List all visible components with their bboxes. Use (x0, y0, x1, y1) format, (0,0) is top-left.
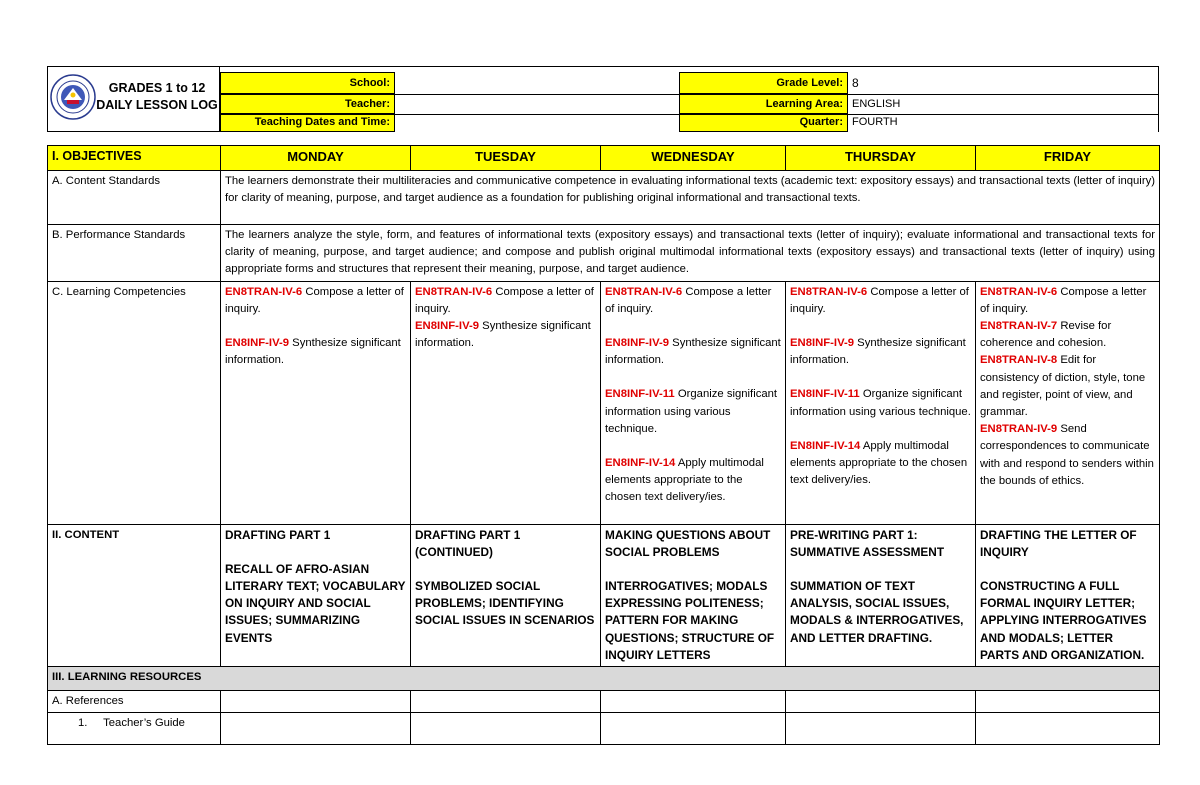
competency-text: Apply multimodal elements appropriate to the chosen text delivery/ies. (790, 439, 968, 487)
grade-level-value[interactable]: 8 (852, 76, 859, 90)
content-topics: SUMMATION OF TEXT ANALYSIS, SOCIAL ISSUES, MODALS & INTERROGATIVES, AND LETTER DRAFTING. (790, 579, 964, 645)
competency-item (790, 438, 971, 490)
competency-item (225, 284, 406, 318)
competency-item (605, 455, 781, 507)
divider (847, 114, 1159, 115)
teachers-guide-label: 1. Teacher’s Guide (48, 713, 221, 745)
learning-competencies-label: C. Learning Competencies (48, 281, 221, 524)
competencies-wednesday (601, 281, 786, 524)
competencies-thursday (786, 281, 976, 524)
day-tuesday: TUESDAY (411, 146, 601, 171)
content-thursday (786, 524, 976, 666)
day-monday: MONDAY (221, 146, 411, 171)
learning-area-value[interactable]: ENGLISH (852, 98, 901, 110)
content-topics: INTERROGATIVES; MODALS EXPRESSING POLITENESS; PATTERN FOR MAKING QUESTIONS; STRUCTURE OF INQUIRY LETTERS (605, 579, 775, 662)
competency-code: EN8INF-IV-11 (790, 388, 860, 401)
dates-label: Teaching Dates and Time: (254, 116, 390, 128)
competency-text: Compose a letter of inquiry. (225, 285, 404, 315)
competency-item (415, 284, 596, 318)
competency-text: Revise for coherence and cohesion. (980, 320, 1112, 350)
learning-area-label: Learning Area: (765, 98, 843, 110)
competency-text: Synthesize significant information. (605, 337, 781, 367)
content-standards-row (48, 171, 1160, 225)
teachers-guide-monday[interactable] (221, 713, 411, 745)
competency-item (790, 386, 971, 420)
school-teacher-values-bg (394, 72, 680, 132)
content-monday (221, 524, 411, 666)
content-friday (976, 524, 1160, 666)
content-row (48, 524, 1160, 666)
lesson-log-table (47, 145, 1160, 745)
competency-code: EN8INF-IV-14 (605, 457, 676, 470)
competency-item (605, 335, 781, 369)
divider (394, 114, 680, 115)
content-standards-text: The learners demonstrate their multiliteracies and communicative competence in evaluating informational texts (academic text: expository essays) and transactional texts (letter of inquiry) for clarity of meaning, purpose, and target audience as a foundation for publishing original informational and transactional texts. (221, 171, 1160, 225)
quarter-value[interactable]: FOURTH (852, 116, 898, 128)
form-title-line1: GRADES 1 to 12 (108, 81, 206, 95)
competency-code: EN8TRAN-IV-6 (225, 285, 303, 298)
content-title: DRAFTING PART 1 (225, 527, 331, 542)
learning-resources-row (48, 667, 1160, 691)
teacher-label: Teacher: (344, 98, 390, 110)
competency-code: EN8TRAN-IV-6 (415, 285, 493, 298)
competency-item (790, 335, 971, 369)
competency-text: Synthesize significant information. (415, 320, 591, 350)
day-thursday: THURSDAY (786, 146, 976, 171)
competencies-tuesday (411, 281, 601, 524)
learning-competencies-row (48, 281, 1160, 524)
competency-code: EN8TRAN-IV-7 (980, 320, 1058, 333)
competency-item (225, 335, 406, 369)
teachers-guide-row (48, 713, 1160, 745)
deped-seal-icon (50, 74, 96, 120)
content-topics: RECALL OF AFRO-ASIAN LITERARY TEXT; VOCABULARY ON INQUIRY AND SOCIAL ISSUES; SUMMARIZING EVENTS (225, 561, 406, 645)
teachers-guide-thursday[interactable] (786, 713, 976, 745)
content-tuesday (411, 524, 601, 666)
competency-text: Compose a letter of inquiry. (980, 285, 1147, 315)
divider (847, 94, 1159, 95)
references-tuesday[interactable] (411, 691, 601, 713)
content-topics: CONSTRUCTING A FULL FORMAL INQUIRY LETTER; APPLYING INTERROGATIVES AND MODALS; LETTER PARTS AND ORGANIZATION. (980, 579, 1147, 662)
references-wednesday[interactable] (601, 691, 786, 713)
competency-code: EN8TRAN-IV-6 (605, 285, 683, 298)
school-label: School: (349, 77, 390, 89)
competency-text: Compose a letter of inquiry. (415, 285, 594, 315)
teachers-guide-wednesday[interactable] (601, 713, 786, 745)
competency-code: EN8INF-IV-9 (790, 337, 855, 350)
competency-code: EN8INF-IV-11 (605, 388, 675, 401)
content-label: II. CONTENT (48, 524, 221, 666)
competency-text: Organize significant information using various technique. (605, 388, 778, 435)
competency-text: Edit for consistency of diction, style, tone and register, point of view, and grammar. (980, 354, 1146, 419)
objectives-header-row (48, 146, 1160, 171)
references-row (48, 691, 1160, 713)
day-friday: FRIDAY (976, 146, 1160, 171)
competency-item (980, 318, 1155, 352)
competency-item (980, 284, 1155, 318)
competency-text: Synthesize significant information. (790, 337, 966, 367)
content-title: MAKING QUESTIONS ABOUT SOCIAL PROBLEMS (605, 527, 771, 559)
competency-code: EN8INF-IV-9 (415, 320, 480, 333)
competency-code: EN8INF-IV-9 (605, 337, 670, 350)
competency-code: EN8TRAN-IV-6 (790, 285, 868, 298)
content-wednesday (601, 524, 786, 666)
competency-item (605, 284, 781, 318)
competency-text: Organize significant information using various technique. (790, 388, 971, 418)
day-wednesday: WEDNESDAY (601, 146, 786, 171)
competency-item (790, 284, 971, 318)
teachers-guide-tuesday[interactable] (411, 713, 601, 745)
competencies-friday (976, 281, 1160, 524)
competency-text: Synthesize significant information. (225, 337, 401, 367)
content-title: PRE-WRITING PART 1: SUMMATIVE ASSESSMENT (790, 527, 945, 559)
grade-level-label: Grade Level: (776, 77, 843, 89)
competency-code: EN8TRAN-IV-9 (980, 423, 1058, 436)
content-title: DRAFTING THE LETTER OF INQUIRY (980, 527, 1137, 559)
references-monday[interactable] (221, 691, 411, 713)
performance-standards-row (48, 225, 1160, 282)
learning-resources-heading: III. LEARNING RESOURCES (48, 667, 1160, 691)
quarter-label: Quarter: (799, 116, 843, 128)
references-thursday[interactable] (786, 691, 976, 713)
content-topics: SYMBOLIZED SOCIAL PROBLEMS; IDENTIFYING SOCIAL ISSUES IN SCENARIOS (415, 579, 595, 628)
form-title (96, 80, 218, 114)
competency-item (415, 318, 596, 352)
references-friday[interactable] (976, 691, 1160, 713)
teachers-guide-friday[interactable] (976, 713, 1160, 745)
competency-item (980, 421, 1155, 490)
content-title: DRAFTING PART 1 (CONTINUED) (415, 527, 521, 559)
competency-item (980, 352, 1155, 421)
performance-standards-label: B. Performance Standards (48, 225, 221, 282)
performance-standards-text: The learners analyze the style, form, and features of informational texts (expository essays) and transactional texts (letter of inquiry); evaluate informational and transactional texts for clarity of meaning, purpose, and target audience; and compose and publish original multimodal informational texts (expository essays) and transactional texts (letter of inquiry) using appropriate forms and structures that represent their meaning, purpose, and target audience. (221, 225, 1160, 282)
divider (394, 94, 680, 95)
competency-text: Compose a letter of inquiry. (790, 285, 969, 315)
form-title-line2: DAILY LESSON LOG (96, 98, 218, 112)
content-standards-label: A. Content Standards (48, 171, 221, 225)
competency-code: EN8INF-IV-14 (790, 439, 861, 452)
competencies-monday (221, 281, 411, 524)
references-label: A. References (48, 691, 221, 713)
competency-code: EN8TRAN-IV-6 (980, 285, 1058, 298)
competency-text: Apply multimodal elements appropriate to the chosen text delivery/ies. (605, 457, 764, 504)
competency-text: Compose a letter of inquiry. (605, 285, 772, 315)
competency-text: Send correspondences to communicate with and respond to senders within the bounds of ethics. (980, 423, 1154, 487)
competency-code: EN8INF-IV-9 (225, 337, 290, 350)
competency-code: EN8TRAN-IV-8 (980, 354, 1058, 367)
objectives-heading: I. OBJECTIVES (48, 146, 221, 171)
competency-item (605, 386, 781, 438)
